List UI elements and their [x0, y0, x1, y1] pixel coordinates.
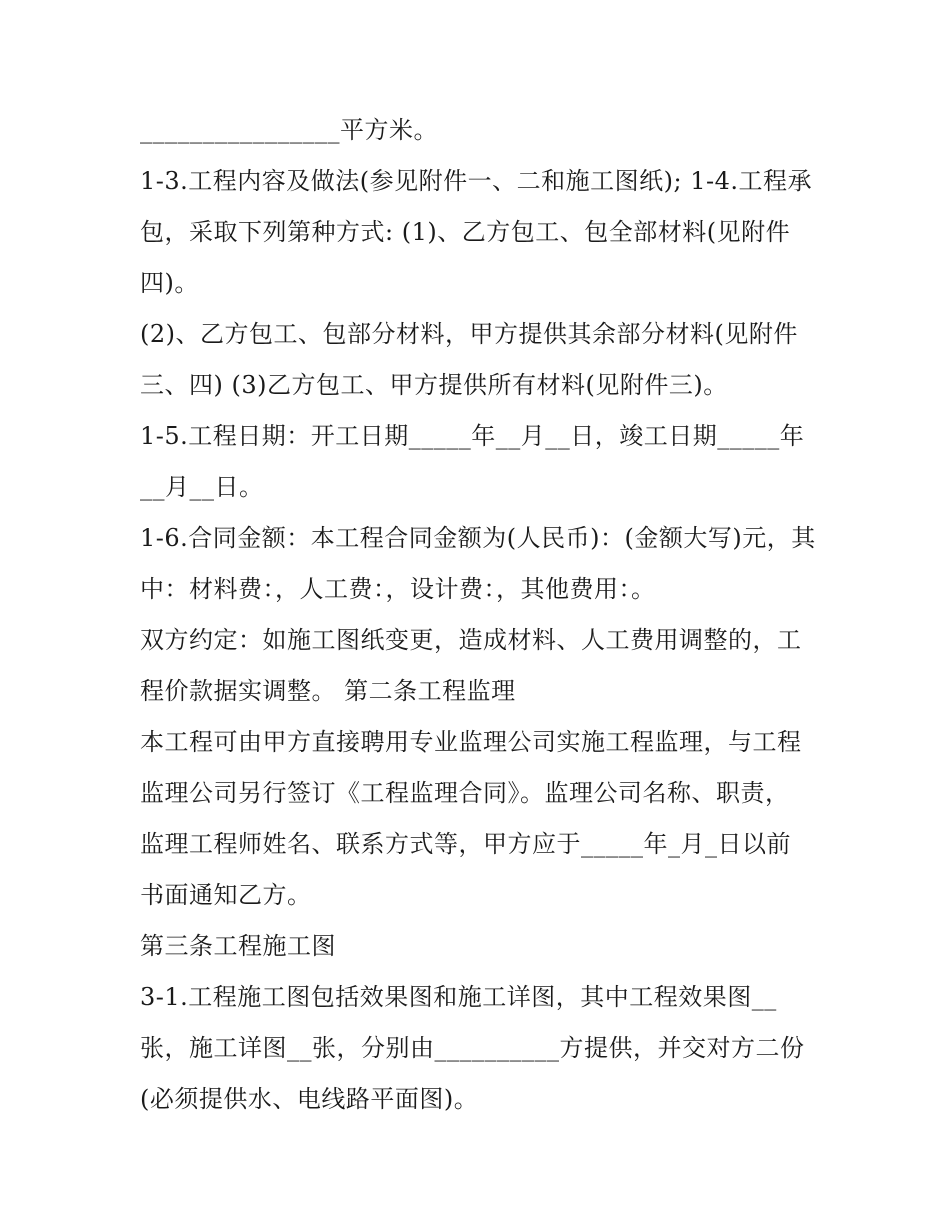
text-line: 双方约定：如施工图纸变更，造成材料、人工费用调整的，工 — [140, 626, 802, 654]
text-line: 程价款据实调整。 第二条工程监理 — [140, 677, 516, 705]
text-line: 四)。 — [140, 269, 199, 297]
text-line: 书面通知乙方。 — [140, 881, 312, 909]
text-line: 监理公司另行签订《工程监理合同》。监理公司名称、职责， — [140, 779, 790, 807]
text-line: 3-1.工程施工图包括效果图和施工详图，其中工程效果图__ — [140, 983, 777, 1011]
text-line: (必须提供水、电线路平面图)。 — [140, 1085, 479, 1113]
text-line: 中：材料费：，人工费：，设计费：，其他费用：。 — [140, 575, 656, 603]
text-line: ________________平方米。 — [140, 116, 438, 144]
text-line: 本工程可由甲方直接聘用专业监理公司实施工程监理，与工程 — [140, 728, 802, 756]
text-line: 1-3.工程内容及做法(参见附件一、二和施工图纸); 1-4.工程承 — [140, 167, 812, 195]
text-line: 包，采取下列第种方式: (1)、乙方包工、包全部材料(见附件 — [140, 218, 791, 246]
text-line: 监理工程师姓名、联系方式等，甲方应于_____年_月_日以前 — [140, 830, 791, 858]
text-line: (2)、乙方包工、包部分材料，甲方提供其余部分材料(见附件 — [140, 320, 798, 348]
text-line: 三、四) (3)乙方包工、甲方提供所有材料(见附件三)。 — [140, 371, 728, 399]
text-line: 张，施工详图__张，分别由__________方提供，并交对方二份 — [140, 1034, 805, 1062]
text-line: 1-6.合同金额：本工程合同金额为(人民币)：(金额大写)元，其 — [140, 524, 816, 552]
text-line: 1-5.工程日期：开工日期_____年__月__日，竣工日期_____年 — [140, 422, 805, 450]
section-heading: 第三条工程施工图 — [140, 932, 336, 960]
text-line: __月__日。 — [140, 473, 264, 501]
